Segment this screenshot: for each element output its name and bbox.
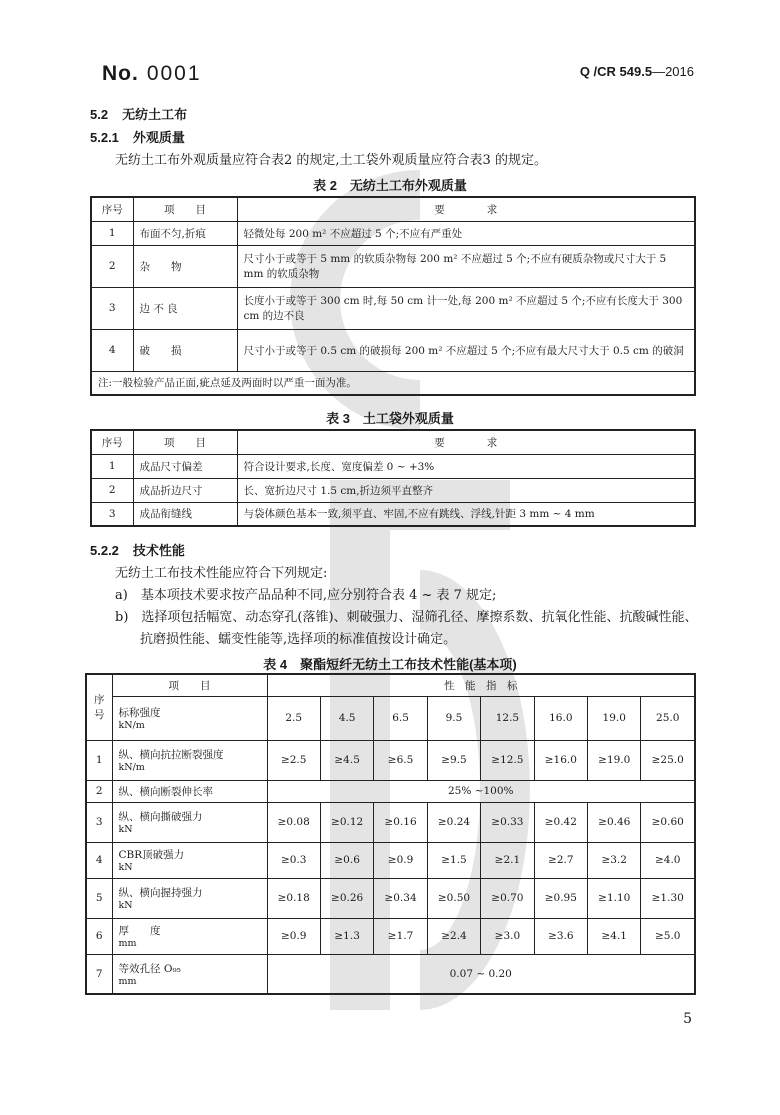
paragraph-5-2-1: 无纺土工布外观质量应符合表2 的规定,土工袋外观质量应符合表3 的规定。 bbox=[115, 153, 547, 168]
table4-cell: ≥16.0 bbox=[534, 740, 587, 780]
table4-cell: ≥0.70 bbox=[481, 878, 534, 918]
table4-row bbox=[86, 878, 695, 918]
table4-cell: 2.5 bbox=[267, 696, 320, 740]
table4-cell: ≥0.6 bbox=[320, 842, 373, 878]
table4-row-name bbox=[112, 954, 267, 994]
table3-header-no: 序号 bbox=[91, 430, 133, 454]
table4-cell: 25.0 bbox=[641, 696, 695, 740]
std-year: —2016 bbox=[652, 64, 694, 79]
table4-row-name bbox=[112, 740, 267, 780]
table3-cell: 成品衔缝线 bbox=[133, 502, 237, 526]
table4-header-perf: 性 能 指 标 bbox=[267, 674, 695, 696]
row-unit: kN bbox=[118, 824, 133, 835]
table4-row-name bbox=[112, 918, 267, 954]
table4-cell: ≥0.95 bbox=[534, 878, 587, 918]
table4-row-no: 1 bbox=[86, 740, 112, 780]
table2-cell: 2 bbox=[91, 245, 133, 287]
table4-cell: ≥1.3 bbox=[320, 918, 373, 954]
table4-cell: ≥0.08 bbox=[267, 802, 320, 842]
table4-cell: ≥0.26 bbox=[320, 878, 373, 918]
table4-cell: ≥3.0 bbox=[481, 918, 534, 954]
section-5-2-heading bbox=[90, 104, 187, 123]
table3-cell: 与袋体颜色基本一致,须平直、牢固,不应有跳线、浮线,针距 3 mm ~ 4 mm bbox=[237, 502, 695, 526]
list-item-a: a) 基本项技术要求按产品品种不同,应分别符合表 4 ~ 表 7 规定; bbox=[115, 588, 497, 603]
table3-header-item: 项 目 bbox=[133, 430, 237, 454]
table3-cell: 1 bbox=[91, 454, 133, 478]
row-name: CBR顶破强力 bbox=[118, 849, 185, 861]
table4-cell: ≥0.60 bbox=[641, 802, 695, 842]
table4-cell: ≥0.42 bbox=[534, 802, 587, 842]
table3-header-req: 要 求 bbox=[237, 430, 695, 454]
table4-row-no: 5 bbox=[86, 878, 112, 918]
table4-cell: ≥2.1 bbox=[481, 842, 534, 878]
table4-merged-cell: 25% ~100% bbox=[267, 780, 695, 802]
table4-cell: ≥4.0 bbox=[641, 842, 695, 878]
table3-cell: 长、宽折边尺寸 1.5 cm,折边须平直整齐 bbox=[237, 478, 695, 502]
section-number: 5.2.1 bbox=[90, 130, 119, 145]
table4-spec-name bbox=[112, 696, 267, 740]
table4-cell: 16.0 bbox=[534, 696, 587, 740]
table2-cell: 4 bbox=[91, 329, 133, 371]
section-number: 5.2.2 bbox=[90, 543, 119, 558]
table4-row-name bbox=[112, 780, 267, 802]
table2-note: 注:一般检验产品正面,疵点延及两面时以严重一面为准。 bbox=[91, 371, 695, 395]
section-title: 无纺土工布 bbox=[122, 107, 188, 122]
row-unit: mm bbox=[118, 975, 137, 987]
page-number: 5 bbox=[683, 1011, 692, 1027]
table4 bbox=[85, 673, 696, 995]
section-title: 外观质量 bbox=[132, 130, 185, 145]
table4-row bbox=[86, 802, 695, 842]
table2-cell: 3 bbox=[91, 287, 133, 329]
table2-header-req: 要 求 bbox=[237, 197, 695, 221]
list-item-b-line2: 抗磨损性能、蠕变性能等,选择项的标准值按设计确定。 bbox=[140, 632, 457, 647]
table2-cell: 尺寸小于或等于 5 mm 的软质杂物每 200 m² 不应超过 5 个;不应有硬质杂物或尺寸大于 5 mm 的软质杂物 bbox=[237, 245, 695, 287]
table2-cell: 布面不匀,折痕 bbox=[133, 221, 237, 245]
table4-row-no: 2 bbox=[86, 780, 112, 802]
table2-header-item: 项 目 bbox=[133, 197, 237, 221]
table4-row-no: 3 bbox=[86, 802, 112, 842]
table4-cell: ≥4.5 bbox=[320, 740, 373, 780]
spec-name: 标称强度 bbox=[118, 707, 161, 719]
table4-cell: ≥1.30 bbox=[641, 878, 695, 918]
row-name: 纵、横向撕破强力 bbox=[118, 811, 203, 823]
table4-cell: ≥3.2 bbox=[588, 842, 641, 878]
no-label: No. bbox=[102, 62, 139, 85]
row-unit: kN/m bbox=[118, 762, 145, 773]
table2-caption: 表 2 无纺土工布外观质量 bbox=[313, 178, 467, 193]
table4-header-no: 序号 bbox=[86, 674, 112, 740]
table4-cell: ≥0.9 bbox=[374, 842, 427, 878]
table4-row bbox=[86, 954, 695, 994]
row-name: 厚 度 bbox=[118, 925, 161, 937]
table3-cell: 成品尺寸偏差 bbox=[133, 454, 237, 478]
table4-cell: 6.5 bbox=[374, 696, 427, 740]
table4-cell: ≥1.7 bbox=[374, 918, 427, 954]
row-unit: mm bbox=[118, 938, 137, 949]
table2-cell: 破 损 bbox=[133, 329, 237, 371]
row-unit: kN bbox=[118, 900, 133, 911]
row-name: 等效孔径 O₉₅ bbox=[118, 962, 181, 975]
table4-caption: 表 4 聚酯短纤无纺土工布技术性能(基本项) bbox=[263, 657, 517, 672]
section-5-2-2-heading bbox=[90, 540, 185, 559]
table4-cell: ≥0.18 bbox=[267, 878, 320, 918]
table4-row-name bbox=[112, 842, 267, 878]
section-number: 5.2 bbox=[90, 107, 109, 122]
no-value: 0001 bbox=[146, 62, 202, 85]
table4-cell: ≥0.3 bbox=[267, 842, 320, 878]
table4-cell: ≥0.46 bbox=[588, 802, 641, 842]
table4-cell: ≥3.6 bbox=[534, 918, 587, 954]
table4-cell: ≥5.0 bbox=[641, 918, 695, 954]
table4-cell: ≥0.9 bbox=[267, 918, 320, 954]
table4-cell: ≥0.34 bbox=[374, 878, 427, 918]
table4-cell: ≥0.16 bbox=[374, 802, 427, 842]
table4-merged-cell: 0.07 ~ 0.20 bbox=[267, 954, 695, 994]
table4-cell: ≥2.7 bbox=[534, 842, 587, 878]
table2-cell: 边 不 良 bbox=[133, 287, 237, 329]
table3-cell: 成品折边尺寸 bbox=[133, 478, 237, 502]
table2-header-no: 序号 bbox=[91, 197, 133, 221]
table4-cell: 12.5 bbox=[481, 696, 534, 740]
table2-cell: 杂 物 bbox=[133, 245, 237, 287]
table4-cell: ≥0.24 bbox=[427, 802, 480, 842]
table4-row-no: 4 bbox=[86, 842, 112, 878]
table4-cell: ≥1.10 bbox=[588, 878, 641, 918]
table4-header-item: 项 目 bbox=[112, 674, 267, 696]
table4-cell: ≥0.50 bbox=[427, 878, 480, 918]
table4-row bbox=[86, 740, 695, 780]
table3 bbox=[90, 429, 696, 527]
table3-cell: 符合设计要求,长度、宽度偏差 0 ~ +3% bbox=[237, 454, 695, 478]
row-name: 纵、横向握持强力 bbox=[118, 887, 203, 899]
table4-row-no: 7 bbox=[86, 954, 112, 994]
table4-cell: ≥0.33 bbox=[481, 802, 534, 842]
table4-row-name bbox=[112, 802, 267, 842]
row-unit: kN bbox=[118, 862, 133, 873]
std-code-text: Q /CR 549.5 bbox=[579, 64, 653, 79]
table4-row-no: 6 bbox=[86, 918, 112, 954]
table4-cell: ≥2.4 bbox=[427, 918, 480, 954]
table4-cell: ≥1.5 bbox=[427, 842, 480, 878]
table2 bbox=[90, 196, 696, 396]
row-name: 纵、横向抗拉断裂强度 bbox=[118, 749, 224, 761]
table4-spec-row bbox=[86, 696, 695, 740]
spec-unit: kN/m bbox=[118, 720, 145, 731]
table2-cell: 轻微处每 200 m² 不应超过 5 个;不应有严重处 bbox=[237, 221, 695, 245]
table4-cell: ≥4.1 bbox=[588, 918, 641, 954]
table2-cell: 尺寸小于或等于 0.5 cm 的破损每 200 m² 不应超过 5 个;不应有最大尺寸大于 0.5 cm 的破洞 bbox=[237, 329, 695, 371]
table4-row bbox=[86, 918, 695, 954]
table3-cell: 3 bbox=[91, 502, 133, 526]
document-number bbox=[102, 62, 202, 86]
table4-row bbox=[86, 780, 695, 802]
table4-cell: ≥12.5 bbox=[481, 740, 534, 780]
row-name: 纵、横向断裂伸长率 bbox=[118, 785, 213, 798]
list-item-b-line1: b) 选择项包括幅宽、动态穿孔(落锥)、刺破强力、湿筛孔径、摩擦系数、抗氧化性能、抗酸碱性能、 bbox=[115, 610, 698, 625]
standard-code bbox=[580, 64, 694, 79]
table4-cell: ≥9.5 bbox=[427, 740, 480, 780]
table4-cell: 4.5 bbox=[320, 696, 373, 740]
table4-cell: ≥19.0 bbox=[588, 740, 641, 780]
table4-cell: 9.5 bbox=[427, 696, 480, 740]
table2-cell: 长度小于或等于 300 cm 时,每 50 cm 计一处,每 200 m² 不应超过 5 个;不应有长度大于 300 cm 的边不良 bbox=[237, 287, 695, 329]
table4-cell: ≥0.12 bbox=[320, 802, 373, 842]
table4-cell: ≥6.5 bbox=[374, 740, 427, 780]
table3-caption: 表 3 土工袋外观质量 bbox=[326, 411, 454, 426]
table4-cell: ≥2.5 bbox=[267, 740, 320, 780]
table4-row-name bbox=[112, 878, 267, 918]
table4-cell: 19.0 bbox=[588, 696, 641, 740]
table4-cell: ≥25.0 bbox=[641, 740, 695, 780]
section-5-2-1-heading bbox=[90, 127, 185, 146]
table4-row bbox=[86, 842, 695, 878]
table2-cell: 1 bbox=[91, 221, 133, 245]
table3-cell: 2 bbox=[91, 478, 133, 502]
section-title: 技术性能 bbox=[132, 543, 185, 558]
paragraph-5-2-2: 无纺土工布技术性能应符合下列规定: bbox=[115, 566, 328, 581]
